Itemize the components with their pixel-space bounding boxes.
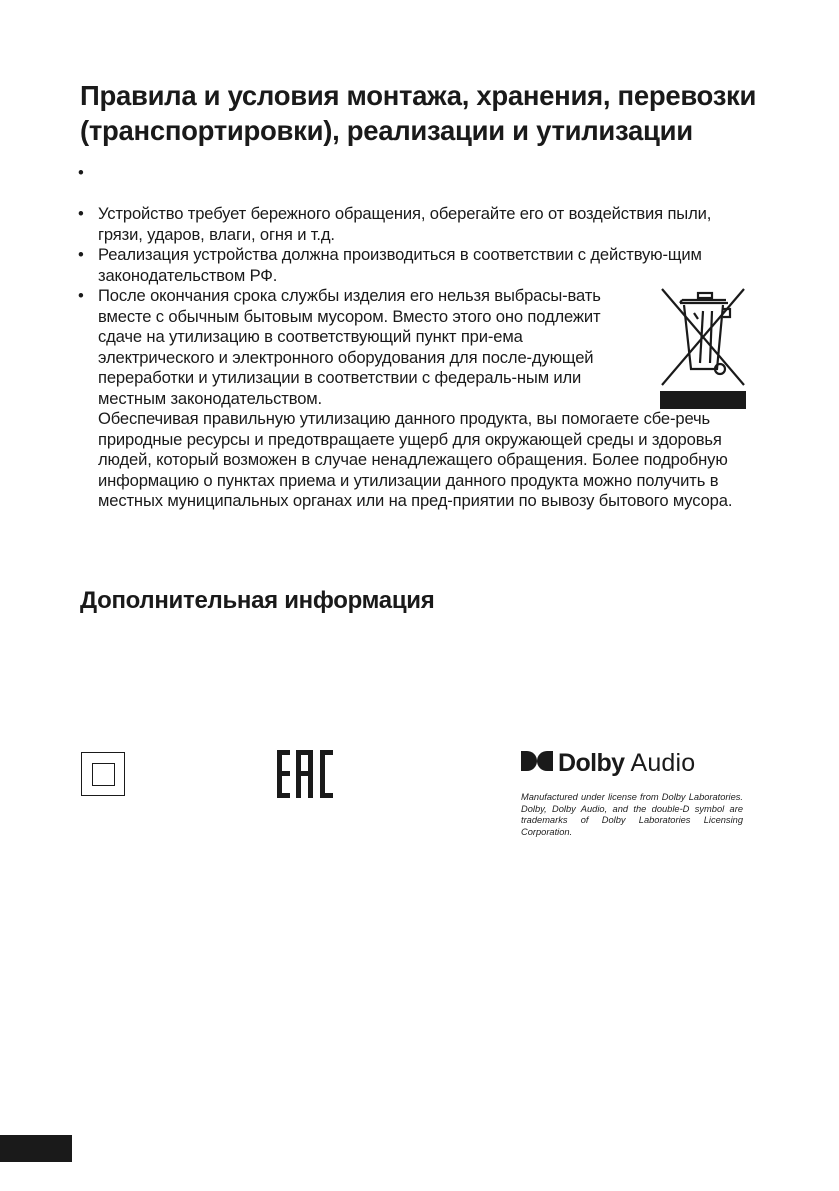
eac-mark-icon [276, 749, 334, 804]
disposal-text: • После окончания срока службы изделия его нельзя выбрасы-вать вместе с обычным бытовым мусором. Вместо этого оно подлежит сдаче на утилизацию в соответствующий пункт при-ема электрического и электронного оборудования для после-дующей переработки и утилизации в соответствии с федераль-ным или местным законодательством. [98, 286, 601, 408]
page-title: Правила и условия монтажа, хранения, перевозки (транспортировки), реализации и утилизации [80, 80, 757, 146]
dolby-logo-row [521, 746, 743, 780]
section-title-additional: Дополнительная информация [80, 587, 435, 614]
double-insulation-icon [81, 752, 125, 796]
double-d-icon [521, 750, 553, 777]
weee-underline-bar [660, 391, 746, 409]
dolby-license-note: Manufactured under license from Dolby Laboratories. Dolby, Dolby Audio, and the double-D symbol are trademarks of Dolby Laboratories Licensing Corporation. [521, 792, 743, 837]
double-insulation-inner-square [92, 763, 115, 786]
dolby-product-text: Audio [630, 748, 696, 777]
dolby-audio-logo [521, 746, 743, 838]
list-item-sale: • Реализация устройства должна производиться в соответствии с действую-щим законодательством РФ. [78, 245, 753, 286]
rules-list [78, 163, 753, 512]
list-item-disposal [78, 286, 753, 512]
dolby-brand-text: Dolby [558, 748, 625, 777]
list-item-care: • Устройство требует бережного обращения, оберегайте его от воздействия пыли, грязи, ударов, влаги, огня и т.д. [78, 204, 753, 245]
page-corner-tab [0, 1135, 72, 1162]
empty-list-item [78, 163, 753, 183]
disposal-paragraph: Обеспечивая правильную утилизацию данного продукта, вы помогаете сбе-речь природные ресурсы и предотвращаете ущерб для окружающей среды и здоровья людей, который возможен в случае ненадлежащего обращения. Более подробную информацию о пунктах приема и утилизации данного продукта можно получить в местных муниципальных органах или на пред-приятии по вывозу бытового мусора. [98, 409, 733, 510]
crossed-out-wheelie-bin-icon [660, 287, 746, 409]
